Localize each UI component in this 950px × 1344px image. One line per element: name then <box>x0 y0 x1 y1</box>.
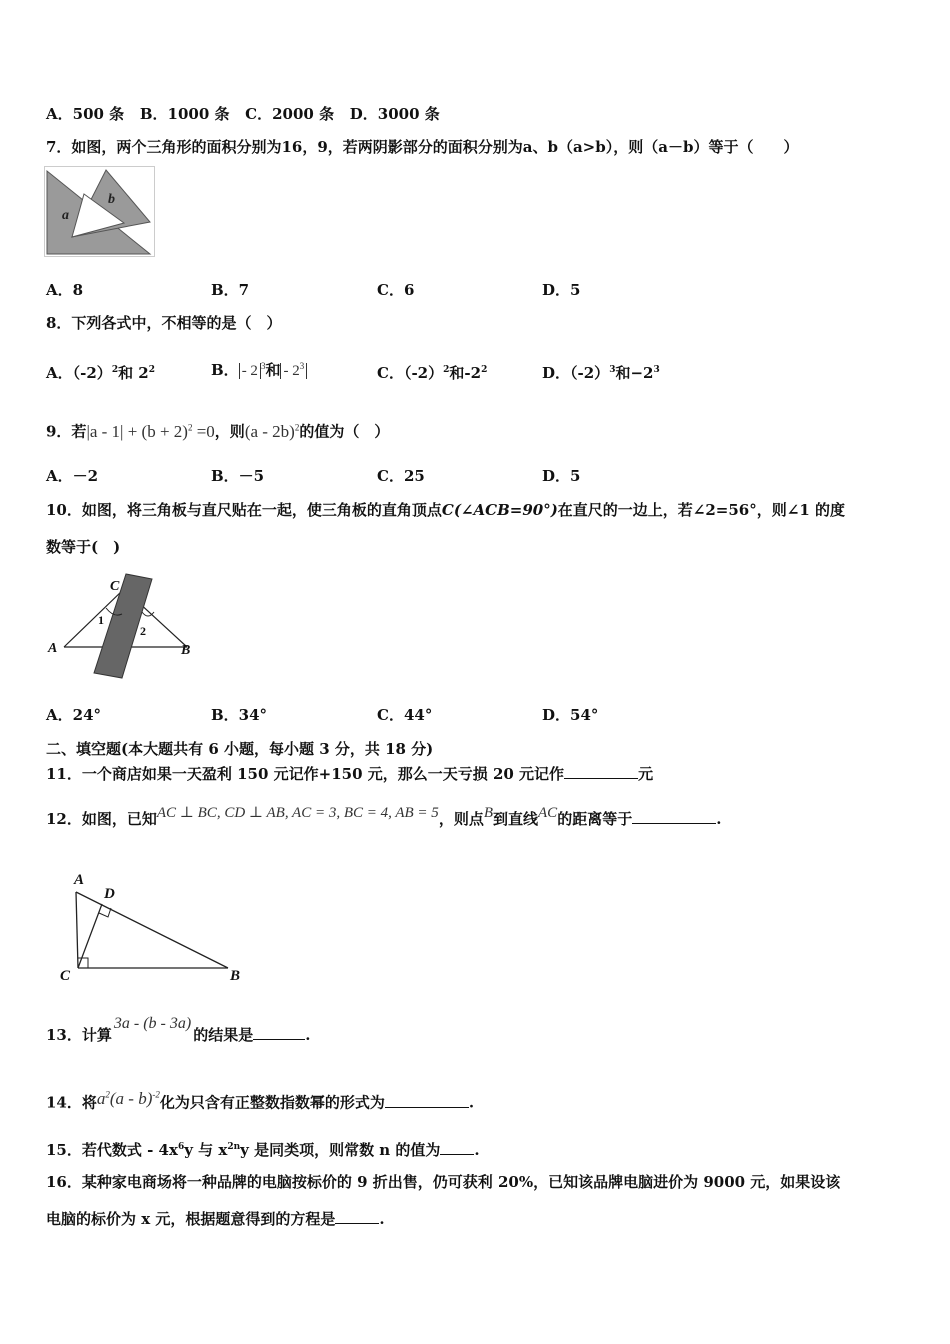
q14-expression <box>97 1089 160 1108</box>
q12-answer-blank <box>632 809 716 824</box>
q14-exp2: -2 <box>152 1089 160 1099</box>
q8-option-c-mid: 和-2 <box>449 364 482 382</box>
q10-stem-line1 <box>46 500 845 520</box>
q16-end: . <box>379 1210 385 1228</box>
q12-end: . <box>716 810 722 828</box>
q11-answer-blank <box>564 764 638 779</box>
q9-target-expr: (a - 2b) <box>244 421 295 441</box>
q9-stem <box>46 413 389 446</box>
q12-segment-ab <box>76 892 228 968</box>
q8-option-a-exp2: 2 <box>148 365 156 375</box>
q7-option-b: B．7 <box>211 281 250 299</box>
q7-figure <box>44 166 156 258</box>
q8-option-b <box>211 352 307 385</box>
q10-label-angle1: 1 <box>98 613 104 627</box>
q10-stem-math: C(∠ACB=90°) <box>441 501 558 519</box>
q7-option-a: A．8 <box>46 281 84 299</box>
q8-option-d-exp1: 3 <box>609 365 616 375</box>
q16-line2-text: 电脑的标价为 x 元，根据题意得到的方程是 <box>46 1210 336 1228</box>
q12-label-a: A <box>74 872 85 888</box>
q12-label-b: B <box>230 968 241 984</box>
q15-mid1: y 与 x <box>184 1141 228 1159</box>
q9-condition <box>86 422 214 441</box>
q13-prefix: 13．计算 <box>46 1026 112 1044</box>
q10-stem-line2: 数等于( ) <box>46 538 121 556</box>
q9-target-exp: 2 <box>294 422 300 432</box>
q8-option-a-expr: （-2） <box>72 364 112 382</box>
q8-option-a <box>46 360 155 383</box>
q14-end: . <box>468 1093 475 1112</box>
q10-option-b: B．34° <box>211 706 268 724</box>
q14-prefix: 14．将 <box>46 1093 97 1112</box>
q9-mid: ，则 <box>214 422 245 441</box>
q8-option-c-exp1: 2 <box>443 365 450 375</box>
q13-expression: 3a - (b - 3a) <box>113 1015 192 1032</box>
q15-prefix: 15．若代数式 - 4x <box>46 1141 178 1159</box>
q7-option-c: C．6 <box>377 281 415 299</box>
q8-option-c <box>377 360 487 383</box>
q14-answer-blank <box>385 1093 469 1108</box>
q6-option-a: A．500 条 <box>46 105 125 123</box>
q8-option-c-expr: （-2） <box>403 364 444 382</box>
q15-exp1: 6 <box>177 1142 185 1152</box>
q8-option-b-label: B． <box>211 361 239 379</box>
q8-option-b-abs1: - 2 <box>239 363 261 379</box>
q9-option-b: B．－5 <box>211 467 265 485</box>
q9-option-c: C．25 <box>377 467 425 485</box>
q8-option-b-exp1: 3 <box>260 361 266 371</box>
q8-option-a-label: A． <box>46 364 73 382</box>
q11-suffix: 元 <box>638 765 654 783</box>
q9-condition-tail: =0 <box>192 421 215 441</box>
q16-answer-blank <box>335 1209 379 1224</box>
q10-option-d: D．54° <box>542 706 599 724</box>
q9-option-d: D．5 <box>542 467 581 485</box>
q8-option-b-exp2: 3 <box>299 361 305 371</box>
q6-option-c: C．2000 条 <box>245 105 335 123</box>
q10-option-a: A．24° <box>46 706 102 724</box>
q8-option-b-abs2-base: - 2 <box>283 363 300 379</box>
q15-answer-blank <box>440 1140 474 1155</box>
q12-stem <box>46 805 721 834</box>
q7-option-d: D．5 <box>542 281 581 299</box>
q9-condition-exp: 2 <box>187 422 193 432</box>
q9-condition-expr: |a - 1| + (b + 2) <box>86 421 188 441</box>
q10-label-c: C <box>110 579 120 594</box>
q9-target <box>245 422 300 441</box>
q8-stem: 8．下列各式中，不相等的是（ ） <box>46 314 282 332</box>
q12-given-math: AC ⊥ BC, CD ⊥ AB, AC = 3, BC = 4, AB = 5 <box>156 805 439 821</box>
q12-label-d: D <box>104 886 115 902</box>
q12-label-c: C <box>60 968 71 984</box>
q8-option-d-exp2: 3 <box>653 365 660 375</box>
q10-figure <box>44 572 204 684</box>
q13-stem <box>46 1015 311 1051</box>
q14-stem <box>46 1084 474 1117</box>
q16-stem-line2 <box>46 1209 385 1229</box>
q10-stem-part1: 10．如图，将三角板与直尺贴在一起，使三角板的直角顶点 <box>46 501 442 519</box>
q8-option-c-exp2: 2 <box>481 365 488 375</box>
section2-title: 二、填空题(本大题共有 6 小题，每小题 3 分，共 18 分) <box>46 740 434 758</box>
q12-mid2: 到直线 <box>493 810 539 828</box>
q12-suffix: 的距离等于 <box>557 810 633 828</box>
q12-point-b: B <box>483 805 493 821</box>
q11-stem <box>46 764 653 784</box>
q13-end: . <box>305 1026 311 1044</box>
q7-label-b: b <box>108 192 115 207</box>
q9-option-a: A．－2 <box>46 467 99 485</box>
q15-mid2: y 是同类项，则常数 n 的值为 <box>240 1141 441 1159</box>
q8-option-b-mid: 和 <box>265 361 281 379</box>
q10-label-angle2: 2 <box>140 624 146 638</box>
q8-option-d <box>542 360 660 383</box>
q12-line-ac: AC <box>538 805 558 821</box>
q8-option-a-exp1: 2 <box>111 365 119 375</box>
q6-options <box>46 104 440 124</box>
q8-option-b-abs2 <box>280 363 307 379</box>
q7-label-a: a <box>62 208 69 223</box>
q10-label-a: A <box>48 641 58 656</box>
q14-base2: (a - b) <box>109 1088 153 1108</box>
q8-option-a-mid: 和 2 <box>118 364 149 382</box>
q11-text: 11．一个商店如果一天盈利 150 元记作+150 元，那么一天亏损 20 元记作 <box>46 765 565 783</box>
q14-exp1: 2 <box>105 1089 110 1099</box>
q12-segment-ac <box>76 892 78 968</box>
q10-option-c: C．44° <box>377 706 433 724</box>
q14-base1: a <box>96 1088 106 1108</box>
q15-end: . <box>474 1141 480 1159</box>
q7-stem: 7．如图，两个三角形的面积分别为16，9，若两阴影部分的面积分别为a、b（a>b），则（a－b）等于（ ） <box>46 138 799 156</box>
q12-figure <box>56 870 250 986</box>
q12-right-angle-d <box>99 908 111 917</box>
q10-stem-part2: 在直尺的一边上，若∠2=56°，则∠1 的度 <box>557 501 845 519</box>
q12-prefix: 12．如图，已知 <box>46 810 157 828</box>
q8-option-d-expr: （-2） <box>570 364 610 382</box>
q8-option-d-mid: 和−2 <box>615 364 654 382</box>
q13-suffix: 的结果是 <box>193 1026 254 1044</box>
q8-option-c-label: C． <box>377 364 404 382</box>
q6-option-b: B．1000 条 <box>139 105 230 123</box>
q9-suffix: 的值为（ ） <box>299 422 390 441</box>
q14-suffix: 化为只含有正整数指数幂的形式为 <box>159 1093 385 1112</box>
q8-option-d-label: D． <box>542 364 571 382</box>
q16-stem-line1: 16．某种家电商场将一种品牌的电脑按标价的 9 折出售，仍可获利 20%，已知该品牌电脑进价为 9000 元，如果设该 <box>46 1173 841 1191</box>
q6-option-d: D．3000 条 <box>349 105 440 123</box>
q12-mid1: ，则点 <box>438 810 484 828</box>
q15-stem <box>46 1137 480 1160</box>
q13-answer-blank <box>253 1025 305 1040</box>
q15-exp2: 2n <box>227 1142 241 1152</box>
q9-prefix: 9．若 <box>46 422 87 441</box>
q10-label-b: B <box>181 643 191 658</box>
